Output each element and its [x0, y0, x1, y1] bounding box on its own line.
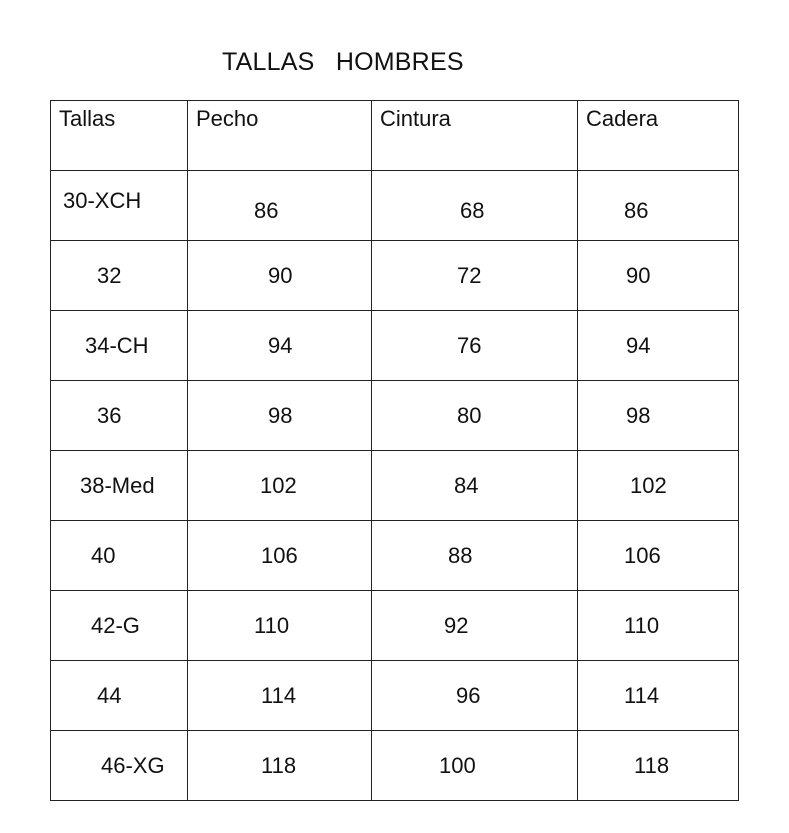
table-header-row	[51, 101, 739, 171]
cell-cintura: 72	[372, 241, 578, 311]
cell-cadera: 114	[578, 661, 739, 731]
cell-talla: 36	[51, 381, 188, 451]
cell-talla: 40	[51, 521, 188, 591]
table-row	[51, 381, 739, 451]
cell-pecho: 118	[188, 731, 372, 801]
table-row	[51, 311, 739, 381]
cell-talla: 46-XG	[51, 731, 188, 801]
page-title: TALLAS HOMBRES	[222, 48, 464, 76]
cell-pecho: 106	[188, 521, 372, 591]
cell-pecho: 94	[188, 311, 372, 381]
cell-cintura: 84	[372, 451, 578, 521]
cell-cintura: 88	[372, 521, 578, 591]
cell-talla: 44	[51, 661, 188, 731]
cell-cadera: 98	[578, 381, 739, 451]
cell-pecho: 114	[188, 661, 372, 731]
table-row	[51, 661, 739, 731]
cell-cintura: 76	[372, 311, 578, 381]
table-row	[51, 591, 739, 661]
header-tallas: Tallas	[51, 101, 188, 171]
cell-talla: 38-Med	[51, 451, 188, 521]
cell-cadera: 110	[578, 591, 739, 661]
cell-talla: 32	[51, 241, 188, 311]
cell-cadera: 94	[578, 311, 739, 381]
cell-cadera: 102	[578, 451, 739, 521]
table-row	[51, 171, 739, 241]
cell-pecho: 98	[188, 381, 372, 451]
cell-pecho: 102	[188, 451, 372, 521]
cell-cadera: 90	[578, 241, 739, 311]
table-row	[51, 241, 739, 311]
cell-cadera: 106	[578, 521, 739, 591]
cell-talla: 42-G	[51, 591, 188, 661]
cell-cintura: 68	[372, 171, 578, 241]
header-pecho: Pecho	[188, 101, 372, 171]
cell-pecho: 110	[188, 591, 372, 661]
cell-talla: 34-CH	[51, 311, 188, 381]
cell-cadera: 118	[578, 731, 739, 801]
header-cintura: Cintura	[372, 101, 578, 171]
cell-cintura: 100	[372, 731, 578, 801]
size-chart-table	[50, 100, 739, 801]
header-cadera: Cadera	[578, 101, 739, 171]
cell-cadera: 86	[578, 171, 739, 241]
cell-cintura: 96	[372, 661, 578, 731]
cell-cintura: 92	[372, 591, 578, 661]
cell-pecho: 86	[188, 171, 372, 241]
table-row	[51, 451, 739, 521]
cell-pecho: 90	[188, 241, 372, 311]
cell-cintura: 80	[372, 381, 578, 451]
cell-talla: 30-XCH	[51, 171, 188, 241]
table-row	[51, 521, 739, 591]
table-row	[51, 731, 739, 801]
